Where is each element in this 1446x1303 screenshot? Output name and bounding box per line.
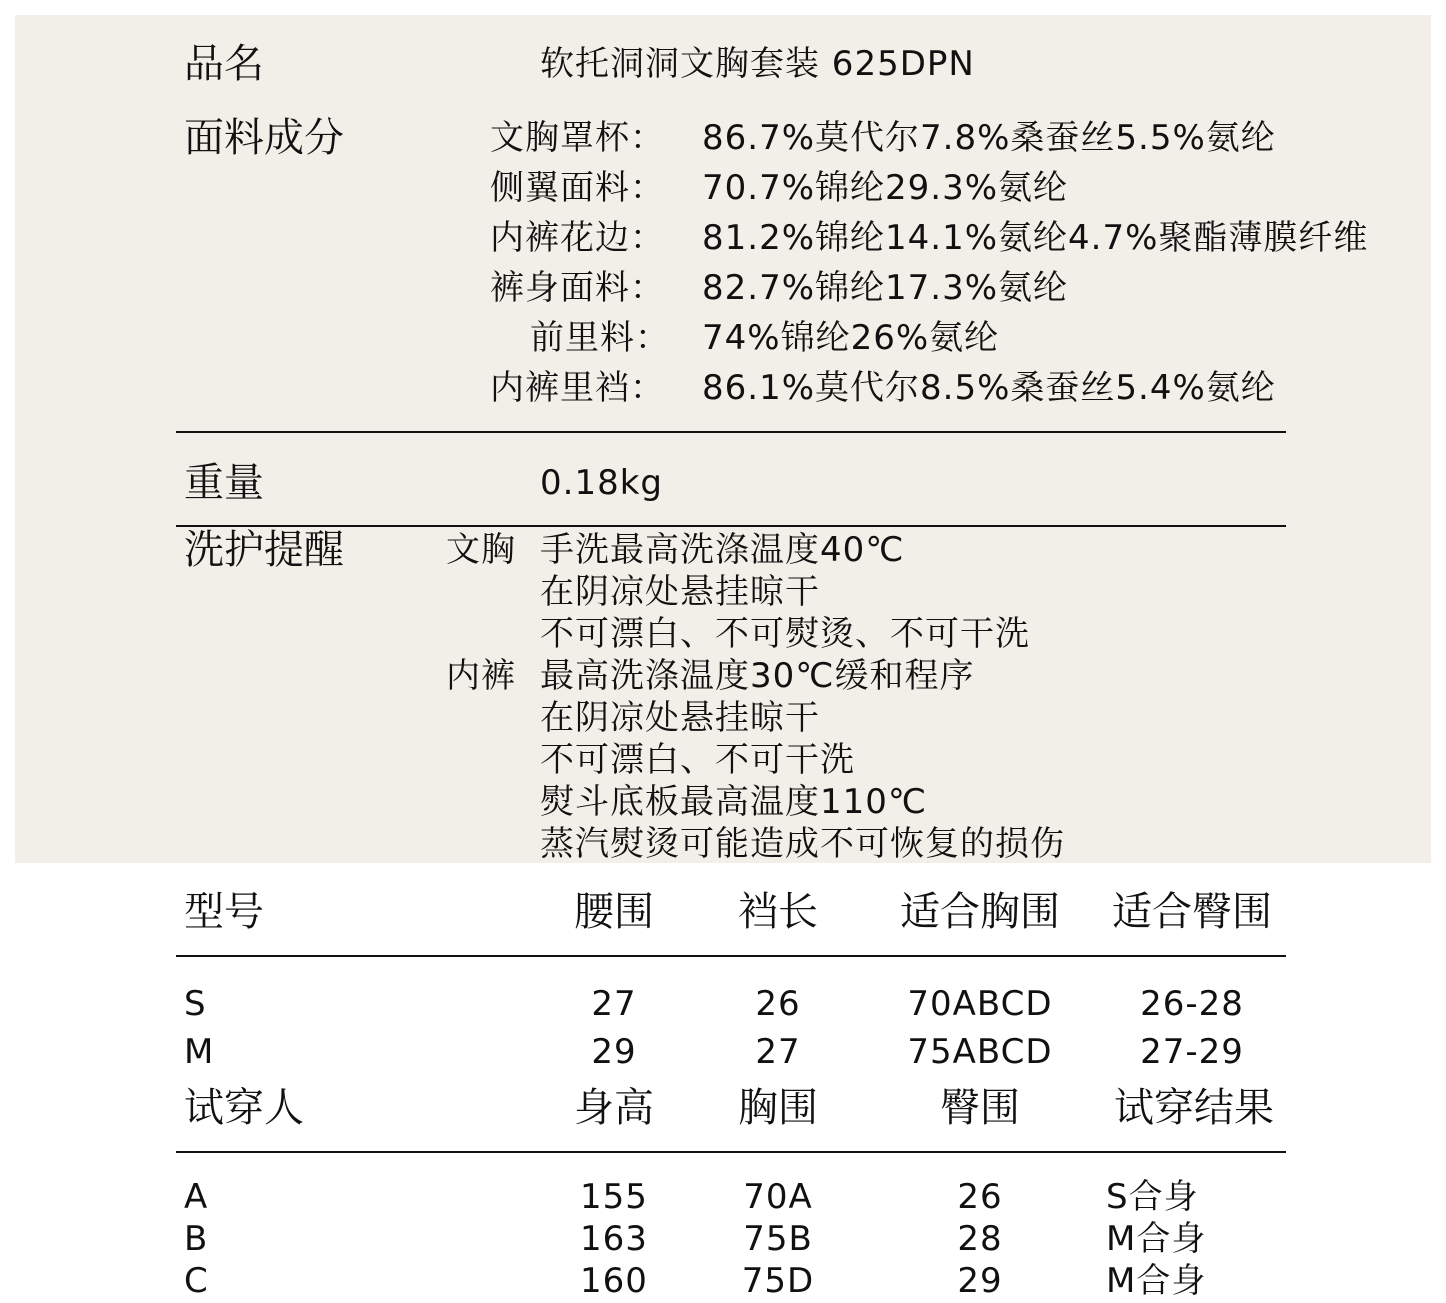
table-cell: 27-29 xyxy=(1140,1032,1244,1072)
table-cell: 26 xyxy=(957,1177,1003,1217)
size-table-header: 裆长 xyxy=(738,889,818,935)
table-cell: M xyxy=(184,1032,215,1072)
table-cell: 70ABCD xyxy=(907,984,1053,1024)
fit-table-header: 臀围 xyxy=(940,1085,1020,1131)
table-cell: S xyxy=(184,984,207,1024)
table-cell: 29 xyxy=(957,1261,1003,1301)
fabric-value: 74%锦纶26%氨纶 xyxy=(702,318,1000,358)
care-panty-label: 内裤 xyxy=(446,656,516,696)
table-cell: 70A xyxy=(743,1177,813,1217)
size-table-header: 适合胸围 xyxy=(900,889,1060,935)
care-line: 不可漂白、不可干洗 xyxy=(540,740,855,780)
weight-value: 0.18kg xyxy=(540,463,663,503)
care-line: 在阴凉处悬挂晾干 xyxy=(540,572,820,612)
table-cell: 160 xyxy=(580,1261,648,1301)
table-cell: B xyxy=(184,1219,209,1259)
table-cell: C xyxy=(184,1261,209,1301)
fabric-part: 裤身面料： xyxy=(490,268,665,308)
table-cell: 27 xyxy=(755,1032,801,1072)
fabric-value: 86.1%莫代尔8.5%桑蚕丝5.4%氨纶 xyxy=(702,368,1276,408)
care-bra-label: 文胸 xyxy=(446,530,516,570)
fit-table-header: 试穿人 xyxy=(184,1085,304,1131)
table-cell: 163 xyxy=(580,1219,648,1259)
fabric-part: 内裤里裆： xyxy=(490,368,665,408)
table-cell: 75B xyxy=(743,1219,813,1259)
care-line: 不可漂白、不可熨烫、不可干洗 xyxy=(540,614,1030,654)
product-name-label: 品名 xyxy=(184,41,264,87)
size-table-header: 型号 xyxy=(184,889,264,935)
fabric-value: 81.2%锦纶14.1%氨纶4.7%聚酯薄膜纤维 xyxy=(702,218,1369,258)
table-cell: A xyxy=(184,1177,209,1217)
table-cell: 26-28 xyxy=(1140,984,1244,1024)
care-line: 手洗最高洗涤温度40℃ xyxy=(540,530,905,570)
size-table-header: 适合臀围 xyxy=(1112,889,1272,935)
table-cell: 75D xyxy=(741,1261,815,1301)
fabric-part: 文胸罩杯： xyxy=(490,118,665,158)
table-cell: M合身 xyxy=(1106,1219,1207,1259)
fabric-part: 内裤花边： xyxy=(490,218,665,258)
table-cell: 27 xyxy=(591,984,637,1024)
table-cell: 29 xyxy=(591,1032,637,1072)
table-cell: S合身 xyxy=(1106,1177,1199,1217)
divider xyxy=(176,431,1286,433)
table-cell: 26 xyxy=(755,984,801,1024)
fabric-value: 86.7%莫代尔7.8%桑蚕丝5.5%氨纶 xyxy=(702,118,1276,158)
fit-table-header: 身高 xyxy=(574,1085,654,1131)
fit-table-header: 胸围 xyxy=(738,1085,818,1131)
table-cell: M合身 xyxy=(1106,1261,1207,1301)
fit-table-header: 试穿结果 xyxy=(1114,1085,1274,1131)
fabric-part: 前里料： xyxy=(530,318,670,358)
fabric-value: 70.7%锦纶29.3%氨纶 xyxy=(702,168,1069,208)
table-cell: 75ABCD xyxy=(907,1032,1053,1072)
care-line: 蒸汽熨烫可能造成不可恢复的损伤 xyxy=(540,824,1065,864)
product-name-value: 软托洞洞文胸套装 625DPN xyxy=(540,44,975,84)
care-line: 熨斗底板最高温度110℃ xyxy=(540,782,928,822)
table-cell: 155 xyxy=(580,1177,648,1217)
size-table-header: 腰围 xyxy=(574,889,654,935)
divider xyxy=(176,955,1286,957)
divider xyxy=(176,1151,1286,1153)
fabric-label: 面料成分 xyxy=(184,115,344,161)
care-line: 最高洗涤温度30℃缓和程序 xyxy=(540,656,975,696)
fabric-value: 82.7%锦纶17.3%氨纶 xyxy=(702,268,1069,308)
table-cell: 28 xyxy=(957,1219,1003,1259)
fabric-part: 侧翼面料： xyxy=(490,168,665,208)
care-line: 在阴凉处悬挂晾干 xyxy=(540,698,820,738)
weight-label: 重量 xyxy=(184,460,264,506)
care-label: 洗护提醒 xyxy=(184,527,344,573)
